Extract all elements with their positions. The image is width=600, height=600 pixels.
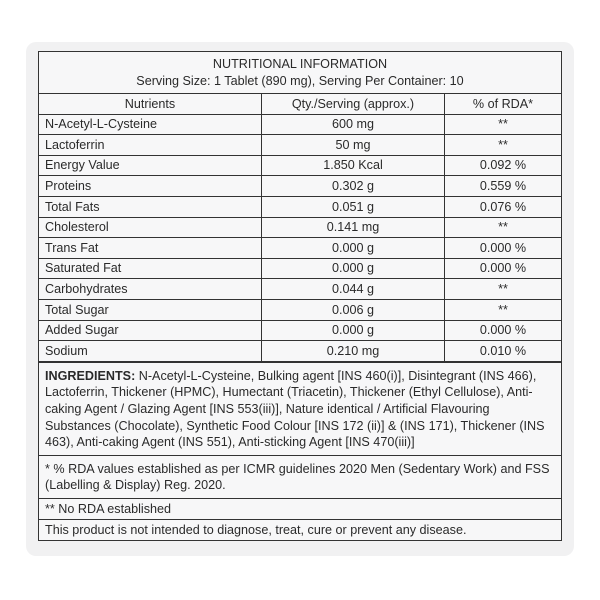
table-row xyxy=(39,114,561,135)
nutrient-rda: ** xyxy=(445,135,562,156)
nutrient-name: Energy Value xyxy=(39,155,262,176)
disclaimer-text: This product is not intended to diagnose, treat, cure or prevent any disease. xyxy=(39,519,561,540)
nutrition-panel xyxy=(38,51,562,541)
ingredients-label: INGREDIENTS: xyxy=(45,368,136,383)
nutrient-quantity: 0.302 g xyxy=(262,176,445,197)
nutrient-name: Saturated Fat xyxy=(39,258,262,279)
nutrient-name: Total Fats xyxy=(39,196,262,217)
nutrient-quantity: 0.141 mg xyxy=(262,217,445,238)
nutrient-rda: 0.076 % xyxy=(445,196,562,217)
nutrient-name: Sodium xyxy=(39,341,262,362)
nutrient-rda: 0.000 % xyxy=(445,320,562,341)
no-rda-footnote: ** No RDA established xyxy=(39,498,561,519)
nutrient-rda: ** xyxy=(445,299,562,320)
table-header-row xyxy=(39,94,561,114)
nutrient-quantity: 0.051 g xyxy=(262,196,445,217)
table-row xyxy=(39,238,561,259)
nutrition-table xyxy=(39,94,561,362)
table-row xyxy=(39,217,561,238)
nutrient-rda: ** xyxy=(445,114,562,135)
nutrient-quantity: 600 mg xyxy=(262,114,445,135)
nutrient-name: Carbohydrates xyxy=(39,279,262,300)
nutrient-name: Lactoferrin xyxy=(39,135,262,156)
table-row xyxy=(39,320,561,341)
table-row xyxy=(39,258,561,279)
nutrient-quantity: 1.850 Kcal xyxy=(262,155,445,176)
table-row xyxy=(39,279,561,300)
table-row xyxy=(39,155,561,176)
nutrient-quantity: 0.044 g xyxy=(262,279,445,300)
nutrient-name: Cholesterol xyxy=(39,217,262,238)
nutrient-rda: 0.559 % xyxy=(445,176,562,197)
nutrient-quantity: 0.000 g xyxy=(262,258,445,279)
table-row xyxy=(39,176,561,197)
nutrient-name: Total Sugar xyxy=(39,299,262,320)
nutrient-quantity: 0.210 mg xyxy=(262,341,445,362)
table-row xyxy=(39,299,561,320)
ingredients-text: N-Acetyl-L-Cysteine, Bulking agent [INS 460(i)], Disintegrant (INS 466), Lactoferrin, Thickener (HPMC), Humectant (Triacetin), Thickener (Ethyl Cellulose), Anti-caking Agent / Glazing Agent [INS 553(iii)], Nature identical / Artificial Flavouring Substances (Chocolate), Synthetic Food Colour [INS 172 (ii)] & (INS 171), Thickener (INS 463), Anti-caking Agent (INS 551), Anti-sticking Agent [INS 470(iii)] xyxy=(45,368,545,450)
nutrient-rda: 0.092 % xyxy=(445,155,562,176)
table-row xyxy=(39,341,561,362)
panel-header xyxy=(39,52,561,94)
nutrient-rda: 0.000 % xyxy=(445,258,562,279)
table-row xyxy=(39,135,561,156)
column-header-nutrients: Nutrients xyxy=(39,94,262,114)
nutrient-name: Proteins xyxy=(39,176,262,197)
ingredients-section xyxy=(39,362,561,455)
nutrient-name: Trans Fat xyxy=(39,238,262,259)
nutrient-quantity: 0.006 g xyxy=(262,299,445,320)
nutrient-quantity: 50 mg xyxy=(262,135,445,156)
column-header-quantity: Qty./Serving (approx.) xyxy=(262,94,445,114)
panel-title: NUTRITIONAL INFORMATION xyxy=(212,57,388,71)
nutrient-quantity: 0.000 g xyxy=(262,238,445,259)
nutrient-quantity: 0.000 g xyxy=(262,320,445,341)
serving-info: Serving Size: 1 Tablet (890 mg), Serving Per Container: 10 xyxy=(136,74,464,88)
nutrient-name: Added Sugar xyxy=(39,320,262,341)
rda-footnote: * % RDA values established as per ICMR guidelines 2020 Men (Sedentary Work) and FSS (Labelling & Display) Reg. 2020. xyxy=(39,455,561,498)
nutrient-name: N-Acetyl-L-Cysteine xyxy=(39,114,262,135)
nutrient-rda: ** xyxy=(445,279,562,300)
table-row xyxy=(39,196,561,217)
nutrient-rda: 0.000 % xyxy=(445,238,562,259)
nutrient-rda: 0.010 % xyxy=(445,341,562,362)
nutrient-rda: ** xyxy=(445,217,562,238)
column-header-rda: % of RDA* xyxy=(445,94,562,114)
